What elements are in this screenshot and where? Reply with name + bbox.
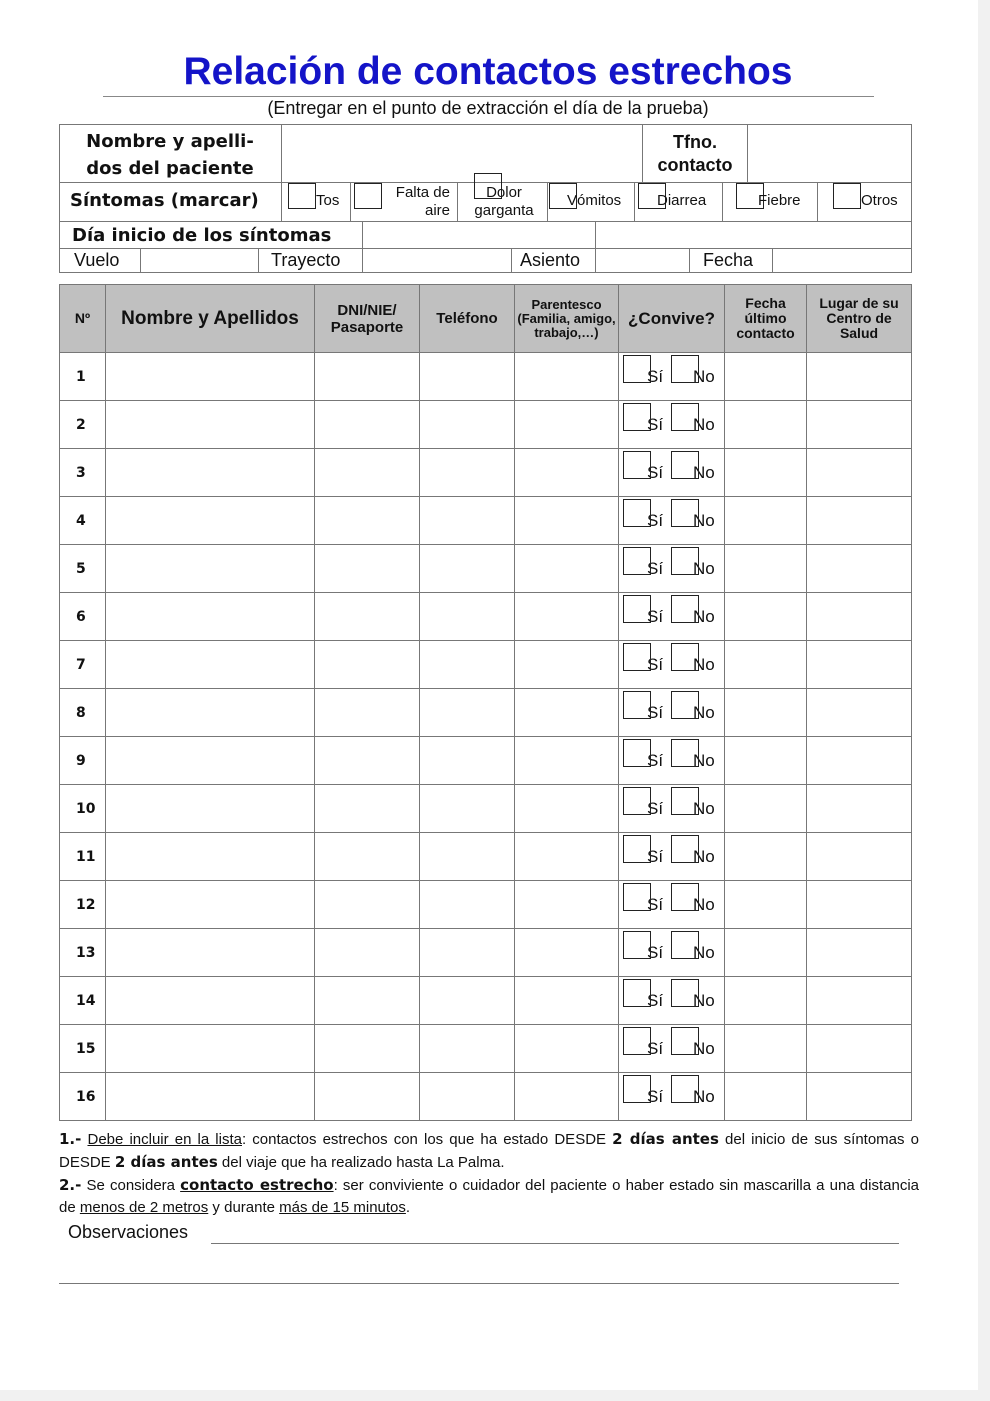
row-number: 10	[60, 785, 106, 833]
flight-field[interactable]	[141, 249, 257, 272]
contact-relationship-cell[interactable]	[515, 353, 619, 401]
last-contact-date-cell[interactable]	[725, 401, 807, 449]
contact-id-cell[interactable]	[315, 545, 420, 593]
cohabits-cell	[619, 833, 725, 881]
contact-relationship-cell[interactable]	[515, 689, 619, 737]
health-center-cell[interactable]	[807, 929, 912, 977]
table-row	[60, 353, 912, 401]
note-2-part-e: y durante	[208, 1199, 280, 1216]
cohabits-yes-label: Sí	[647, 799, 664, 818]
onset-field[interactable]	[363, 222, 594, 247]
last-contact-date-cell[interactable]	[725, 497, 807, 545]
contacts-table	[59, 284, 912, 1121]
health-center-cell[interactable]	[807, 449, 912, 497]
note-2-part-a: Se considera	[81, 1177, 181, 1194]
contact-name-cell[interactable]	[106, 929, 315, 977]
page-subtitle: (Entregar en el punto de extracción el día de la prueba)	[267, 98, 709, 118]
note-1-part-d: del inicio de sus síntomas o DESDE	[59, 1131, 919, 1171]
contact-name-cell[interactable]	[106, 833, 315, 881]
cohabits-yes-checkbox[interactable]	[623, 355, 651, 383]
seat-field[interactable]	[596, 249, 688, 272]
cohabits-no-checkbox[interactable]	[671, 403, 699, 431]
cohabits-no-checkbox[interactable]	[671, 691, 699, 719]
cohabits-yes-checkbox[interactable]	[623, 979, 651, 1007]
contact-id-cell[interactable]	[315, 977, 420, 1025]
table-header-row	[60, 285, 912, 353]
cohabits-no-checkbox[interactable]	[671, 1027, 699, 1055]
cohabits-yes-label: Sí	[647, 1039, 664, 1058]
note-2-part-f: más de 15 minutos	[279, 1199, 406, 1216]
cohabits-yes-label: Sí	[647, 847, 664, 866]
health-center-cell[interactable]	[807, 977, 912, 1025]
symptom-falta-aire-checkbox[interactable]	[354, 183, 382, 209]
cohabits-yes-label: Sí	[647, 511, 664, 530]
cohabits-cell	[619, 1025, 725, 1073]
contact-id-cell[interactable]	[315, 593, 420, 641]
cohabits-no-label: No	[693, 943, 715, 962]
contact-phone-cell[interactable]	[420, 353, 515, 401]
table-row	[60, 977, 912, 1025]
contact-id-cell[interactable]	[315, 641, 420, 689]
cohabits-yes-label: Sí	[647, 991, 664, 1010]
contact-phone-cell[interactable]	[420, 785, 515, 833]
cohabits-no-checkbox[interactable]	[671, 739, 699, 767]
contact-id-cell[interactable]	[315, 689, 420, 737]
note-1-part-b: : contactos estrechos con los que ha estado DESDE	[241, 1131, 613, 1148]
date-field[interactable]	[773, 249, 911, 272]
cohabits-yes-label: Sí	[647, 1087, 664, 1106]
contact-relationship-cell[interactable]	[515, 977, 619, 1025]
note-2-part-b: contacto estrecho	[180, 1176, 334, 1194]
table-row	[60, 545, 912, 593]
divider	[457, 182, 458, 222]
header-relationship: Parentesco (Familia, amigo, trabajo,…)	[515, 285, 619, 353]
health-center-cell[interactable]	[807, 1025, 912, 1073]
last-contact-date-cell[interactable]	[725, 593, 807, 641]
symptom-falta-aire-label: Falta de aire	[395, 184, 450, 219]
cohabits-no-label: No	[693, 367, 715, 386]
contact-id-cell[interactable]	[315, 353, 420, 401]
table-row	[60, 593, 912, 641]
divider	[689, 248, 690, 273]
cohabits-yes-label: Sí	[647, 751, 664, 770]
patient-name-field[interactable]	[282, 125, 641, 181]
cohabits-yes-checkbox[interactable]	[623, 595, 651, 623]
table-row	[60, 833, 912, 881]
health-center-cell[interactable]	[807, 785, 912, 833]
cohabits-no-checkbox[interactable]	[671, 355, 699, 383]
note-1-part-f: del viaje que ha realizado hasta La Palma.	[217, 1154, 505, 1171]
note-2-part-c: : ser conviviente o cuidador del paciente o haber estado sin mascarilla a una distancia de	[59, 1177, 919, 1216]
cohabits-cell	[619, 689, 725, 737]
contact-name-cell[interactable]	[106, 689, 315, 737]
cohabits-no-checkbox[interactable]	[671, 883, 699, 911]
cohabits-yes-label: Sí	[647, 415, 664, 434]
contact-relationship-cell[interactable]	[515, 449, 619, 497]
table-row	[60, 497, 912, 545]
divider	[511, 248, 512, 273]
contact-name-cell[interactable]	[106, 353, 315, 401]
cohabits-no-label: No	[693, 655, 715, 674]
table-row	[60, 737, 912, 785]
phone-label-line1: Tfno.	[673, 132, 717, 152]
cohabits-yes-label: Sí	[647, 655, 664, 674]
cohabits-yes-checkbox[interactable]	[623, 1027, 651, 1055]
contact-relationship-cell[interactable]	[515, 593, 619, 641]
note-2-number: 2.-	[59, 1176, 82, 1194]
contact-relationship-cell[interactable]	[515, 401, 619, 449]
divider	[350, 182, 351, 222]
contact-name-cell[interactable]	[106, 737, 315, 785]
note-1-part-e: 2 días antes	[114, 1153, 218, 1171]
patient-name-label-line2: dos del paciente	[86, 158, 254, 179]
cohabits-cell	[619, 785, 725, 833]
row-number: 14	[60, 977, 106, 1025]
row-number: 7	[60, 641, 106, 689]
cohabits-no-label: No	[693, 511, 715, 530]
header-cohabits: ¿Convive?	[619, 285, 725, 353]
cohabits-no-checkbox[interactable]	[671, 979, 699, 1007]
contact-phone-cell[interactable]	[420, 1025, 515, 1073]
cohabits-cell	[619, 641, 725, 689]
last-contact-date-cell[interactable]	[725, 449, 807, 497]
last-contact-date-cell[interactable]	[725, 785, 807, 833]
cohabits-yes-checkbox[interactable]	[623, 403, 651, 431]
cohabits-cell	[619, 1073, 725, 1121]
contact-name-cell[interactable]	[106, 977, 315, 1025]
phone-label-line2: contacto	[657, 155, 733, 175]
cohabits-cell	[619, 449, 725, 497]
note-1-number: 1.-	[59, 1130, 82, 1148]
symptom-tos-checkbox[interactable]	[288, 183, 316, 209]
observations-line-2[interactable]	[59, 1283, 899, 1284]
cohabits-yes-checkbox[interactable]	[623, 883, 651, 911]
contact-phone-cell[interactable]	[420, 545, 515, 593]
contact-id-cell[interactable]	[315, 401, 420, 449]
row-number: 5	[60, 545, 106, 593]
health-center-cell[interactable]	[807, 689, 912, 737]
row-number: 11	[60, 833, 106, 881]
contact-name-cell[interactable]	[106, 593, 315, 641]
cohabits-cell	[619, 593, 725, 641]
cohabits-yes-label: Sí	[647, 367, 664, 386]
cohabits-no-checkbox[interactable]	[671, 547, 699, 575]
divider	[547, 182, 548, 222]
cohabits-no-checkbox[interactable]	[671, 451, 699, 479]
contact-phone-cell[interactable]	[420, 881, 515, 929]
table-row	[60, 881, 912, 929]
cohabits-cell	[619, 497, 725, 545]
table-row	[60, 1073, 912, 1121]
last-contact-date-cell[interactable]	[725, 977, 807, 1025]
divider	[634, 182, 635, 222]
last-contact-date-cell[interactable]	[725, 929, 807, 977]
row-number: 3	[60, 449, 106, 497]
cohabits-no-label: No	[693, 751, 715, 770]
health-center-cell[interactable]	[807, 737, 912, 785]
observations-line-1[interactable]	[211, 1243, 899, 1244]
health-center-cell[interactable]	[807, 881, 912, 929]
cohabits-no-checkbox[interactable]	[671, 499, 699, 527]
divider	[258, 248, 259, 273]
contact-phone-cell[interactable]	[420, 593, 515, 641]
cohabits-cell	[619, 737, 725, 785]
cohabits-yes-label: Sí	[647, 895, 664, 914]
health-center-cell[interactable]	[807, 497, 912, 545]
contact-phone-cell[interactable]	[420, 449, 515, 497]
divider	[817, 182, 818, 222]
row-number: 15	[60, 1025, 106, 1073]
row-number: 12	[60, 881, 106, 929]
cohabits-no-label: No	[693, 607, 715, 626]
cohabits-no-label: No	[693, 703, 715, 722]
contact-name-cell[interactable]	[106, 545, 315, 593]
contact-relationship-cell[interactable]	[515, 881, 619, 929]
cohabits-no-label: No	[693, 1039, 715, 1058]
note-2-part-d: menos de 2 metros	[79, 1199, 209, 1216]
last-contact-date-cell[interactable]	[725, 641, 807, 689]
phone-label	[643, 131, 747, 177]
cohabits-no-checkbox[interactable]	[671, 931, 699, 959]
cohabits-no-checkbox[interactable]	[671, 643, 699, 671]
cohabits-yes-checkbox[interactable]	[623, 451, 651, 479]
cohabits-no-checkbox[interactable]	[671, 595, 699, 623]
contact-name-cell[interactable]	[106, 1073, 315, 1121]
contact-relationship-cell[interactable]	[515, 497, 619, 545]
contact-phone-cell[interactable]	[420, 497, 515, 545]
last-contact-date-cell[interactable]	[725, 353, 807, 401]
last-contact-date-cell[interactable]	[725, 881, 807, 929]
last-contact-date-cell[interactable]	[725, 1073, 807, 1121]
table-row	[60, 401, 912, 449]
contact-relationship-cell[interactable]	[515, 737, 619, 785]
symptom-diarrea-label: Diarrea	[657, 192, 707, 209]
contact-name-cell[interactable]	[106, 881, 315, 929]
health-center-cell[interactable]	[807, 1073, 912, 1121]
health-center-cell[interactable]	[807, 545, 912, 593]
health-center-cell[interactable]	[807, 401, 912, 449]
cohabits-yes-label: Sí	[647, 943, 664, 962]
cohabits-cell	[619, 977, 725, 1025]
patient-name-label	[59, 128, 281, 182]
last-contact-date-cell[interactable]	[725, 1025, 807, 1073]
cohabits-yes-checkbox[interactable]	[623, 835, 651, 863]
header-number: Nº	[60, 285, 106, 353]
symptom-vomitos-label: Vómitos	[567, 192, 622, 209]
contact-name-cell[interactable]	[106, 641, 315, 689]
cohabits-cell	[619, 929, 725, 977]
cohabits-no-checkbox[interactable]	[671, 1075, 699, 1103]
health-center-cell[interactable]	[807, 833, 912, 881]
contact-id-cell[interactable]	[315, 1073, 420, 1121]
header-id: DNI/NIE/ Pasaporte	[315, 285, 420, 353]
cohabits-yes-label: Sí	[647, 703, 664, 722]
row-number: 8	[60, 689, 106, 737]
contact-id-cell[interactable]	[315, 449, 420, 497]
divider	[722, 182, 723, 222]
date-label: Fecha	[703, 250, 754, 270]
seat-label: Asiento	[520, 250, 581, 270]
cohabits-no-label: No	[693, 1087, 715, 1106]
patient-name-label-line1: Nombre y apelli-	[86, 131, 254, 152]
row-number: 4	[60, 497, 106, 545]
cohabits-yes-label: Sí	[647, 607, 664, 626]
health-center-cell[interactable]	[807, 593, 912, 641]
cohabits-no-checkbox[interactable]	[671, 787, 699, 815]
cohabits-yes-checkbox[interactable]	[623, 787, 651, 815]
symptom-fiebre-label: Fiebre	[758, 192, 801, 209]
row-number: 2	[60, 401, 106, 449]
row-number: 9	[60, 737, 106, 785]
cohabits-no-label: No	[693, 847, 715, 866]
cohabits-cell	[619, 881, 725, 929]
contact-id-cell[interactable]	[315, 881, 420, 929]
contact-name-cell[interactable]	[106, 401, 315, 449]
row-number: 1	[60, 353, 106, 401]
cohabits-yes-checkbox[interactable]	[623, 931, 651, 959]
note-2	[59, 1174, 919, 1219]
header-phone: Teléfono	[420, 285, 515, 353]
contact-id-cell[interactable]	[315, 785, 420, 833]
contact-name-cell[interactable]	[106, 785, 315, 833]
row-number: 6	[60, 593, 106, 641]
table-row	[60, 929, 912, 977]
contact-relationship-cell[interactable]	[515, 1025, 619, 1073]
contact-relationship-cell[interactable]	[515, 929, 619, 977]
note-2-part-g: .	[405, 1199, 411, 1216]
note-1-part-c: 2 días antes	[612, 1130, 719, 1148]
symptoms-label: Síntomas (marcar)	[70, 190, 259, 211]
contact-id-cell[interactable]	[315, 929, 420, 977]
cohabits-yes-checkbox[interactable]	[623, 739, 651, 767]
symptom-otros-checkbox[interactable]	[833, 183, 861, 209]
note-1-part-a: Debe incluir en la lista	[87, 1131, 242, 1148]
contact-relationship-cell[interactable]	[515, 833, 619, 881]
header-last-contact-date: Fecha último contacto	[725, 285, 807, 353]
cohabits-cell	[619, 545, 725, 593]
symptom-tos-label: Tos	[316, 192, 340, 209]
table-row	[60, 1025, 912, 1073]
cohabits-yes-checkbox[interactable]	[623, 643, 651, 671]
contact-relationship-cell[interactable]	[515, 641, 619, 689]
cohabits-yes-checkbox[interactable]	[623, 691, 651, 719]
cohabits-no-label: No	[693, 991, 715, 1010]
table-row	[60, 785, 912, 833]
table-row	[60, 641, 912, 689]
contact-id-cell[interactable]	[315, 497, 420, 545]
row-number: 16	[60, 1073, 106, 1121]
title-underline	[103, 96, 874, 97]
onset-label: Día inicio de los síntomas	[72, 225, 332, 246]
contact-phone-cell[interactable]	[420, 737, 515, 785]
contact-id-cell[interactable]	[315, 737, 420, 785]
page-title: Relación de contactos estrechos	[183, 50, 793, 93]
contact-phone-cell[interactable]	[420, 1073, 515, 1121]
contact-relationship-cell[interactable]	[515, 545, 619, 593]
contact-phone-cell[interactable]	[420, 401, 515, 449]
cohabits-no-label: No	[693, 463, 715, 482]
contact-name-cell[interactable]	[106, 1025, 315, 1073]
symptom-dolor-garganta-label: Dolor garganta	[474, 184, 534, 219]
cohabits-yes-checkbox[interactable]	[623, 1075, 651, 1103]
contact-name-cell[interactable]	[106, 449, 315, 497]
contact-phone-cell[interactable]	[420, 929, 515, 977]
table-row	[60, 449, 912, 497]
header-health-center: Lugar de su Centro de Salud	[807, 285, 912, 353]
notes	[59, 1128, 919, 1219]
contact-id-cell[interactable]	[315, 833, 420, 881]
cohabits-no-label: No	[693, 895, 715, 914]
contact-id-cell[interactable]	[315, 1025, 420, 1073]
table-row	[60, 689, 912, 737]
cohabits-no-label: No	[693, 415, 715, 434]
contact-phone-cell[interactable]	[420, 641, 515, 689]
divider	[281, 182, 282, 222]
last-contact-date-cell[interactable]	[725, 689, 807, 737]
contact-phone-cell[interactable]	[420, 977, 515, 1025]
flight-label: Vuelo	[74, 250, 120, 270]
health-center-cell[interactable]	[807, 641, 912, 689]
cohabits-yes-checkbox[interactable]	[623, 547, 651, 575]
cohabits-yes-label: Sí	[647, 463, 664, 482]
contact-phone-cell[interactable]	[420, 689, 515, 737]
cohabits-cell	[619, 353, 725, 401]
note-1	[59, 1128, 919, 1174]
last-contact-date-cell[interactable]	[725, 737, 807, 785]
contact-relationship-cell[interactable]	[515, 1073, 619, 1121]
cohabits-no-label: No	[693, 799, 715, 818]
route-label: Trayecto	[271, 250, 341, 270]
cohabits-no-checkbox[interactable]	[671, 835, 699, 863]
last-contact-date-cell[interactable]	[725, 545, 807, 593]
cohabits-yes-checkbox[interactable]	[623, 499, 651, 527]
last-contact-date-cell[interactable]	[725, 833, 807, 881]
header-name: Nombre y Apellidos	[106, 285, 315, 353]
cohabits-cell	[619, 401, 725, 449]
contact-relationship-cell[interactable]	[515, 785, 619, 833]
symptom-otros-label: Otros	[861, 192, 898, 209]
cohabits-no-label: No	[693, 559, 715, 578]
route-field[interactable]	[363, 249, 510, 272]
cohabits-yes-label: Sí	[647, 559, 664, 578]
health-center-cell[interactable]	[807, 353, 912, 401]
contact-phone-cell[interactable]	[420, 833, 515, 881]
observations-label: Observaciones	[68, 1222, 189, 1242]
phone-field[interactable]	[748, 125, 911, 181]
row-number: 13	[60, 929, 106, 977]
contact-name-cell[interactable]	[106, 497, 315, 545]
